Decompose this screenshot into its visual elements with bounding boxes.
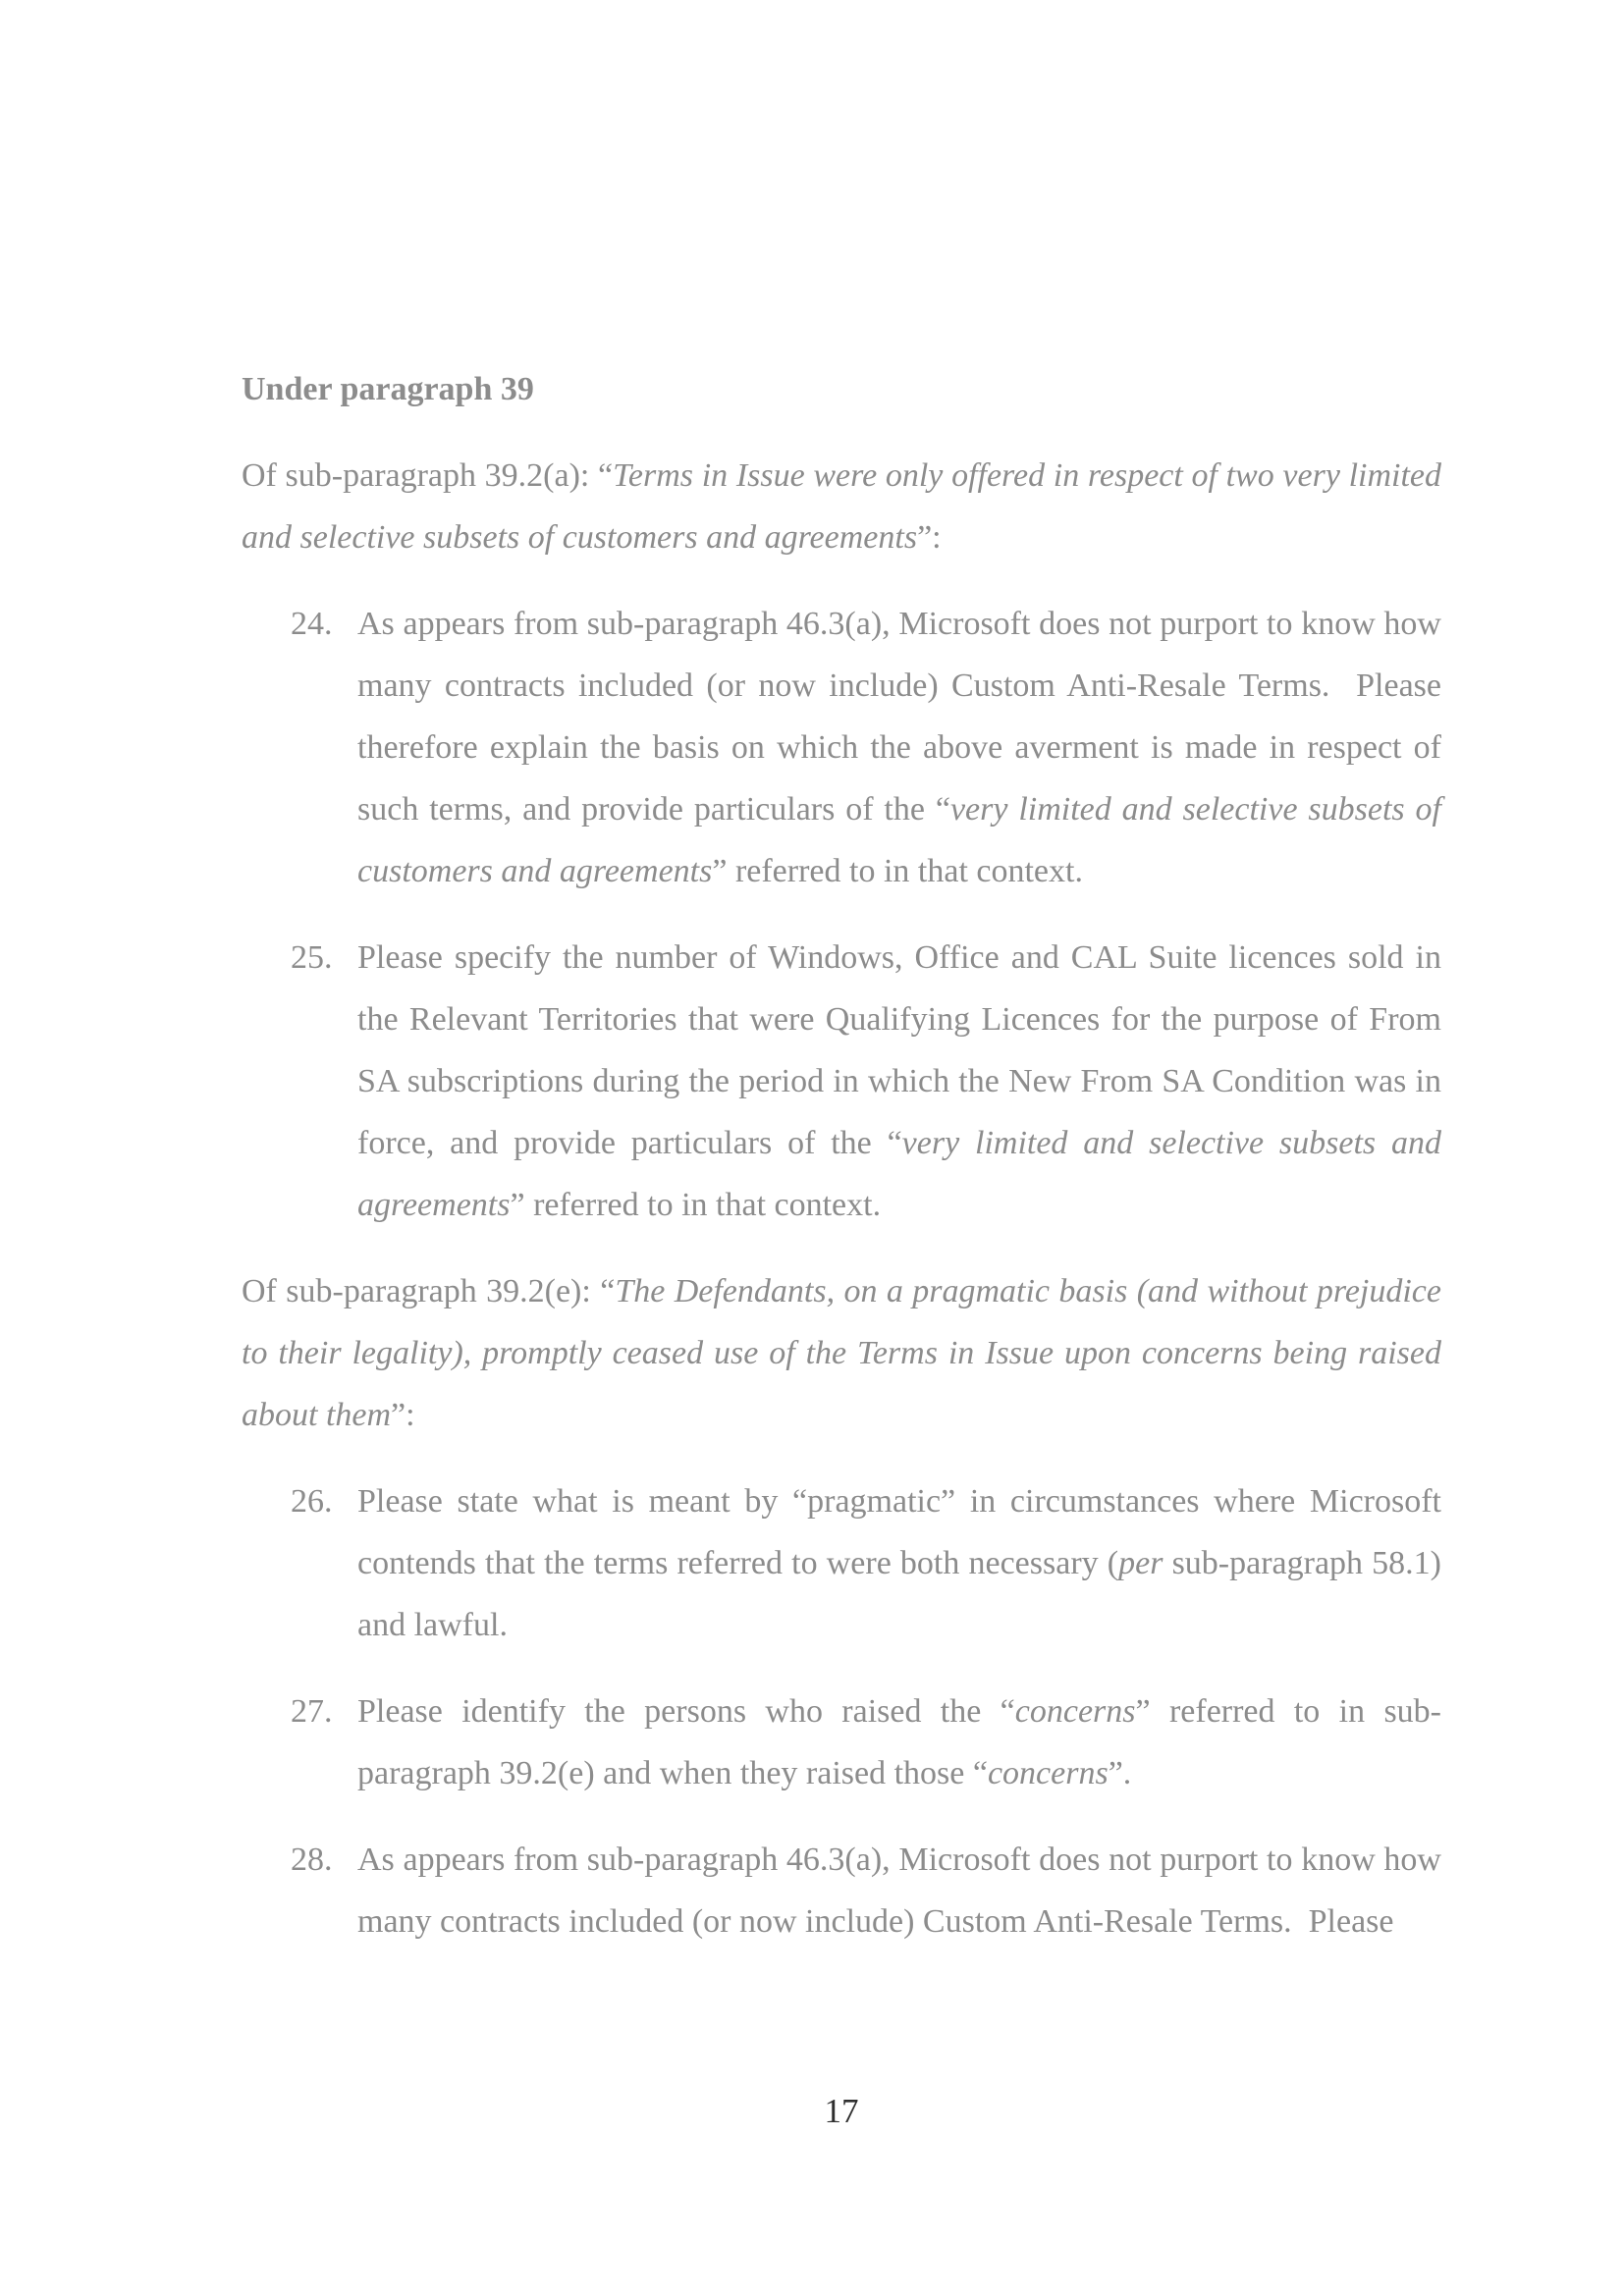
item-27-text: Please identify the persons who raised the “concerns” referred to in sub-paragraph 39.2(e) and when they raised those “concerns”. — [357, 1693, 1441, 1791]
item-26-text: Please state what is meant by “pragmatic” in circumstances where Microsoft contends that the terms referred to were both necessary (per sub-paragraph 58.1) and lawful. — [357, 1483, 1441, 1643]
list-item-25 — [291, 927, 1441, 1236]
list-item-24 — [291, 593, 1441, 902]
list-item-28 — [291, 1829, 1441, 1952]
item-27-number: 27. — [291, 1693, 333, 1730]
section-heading: Under paragraph 39 — [242, 371, 534, 407]
item-25-number: 25. — [291, 939, 333, 976]
page-number: 17 — [824, 2092, 859, 2130]
intro-paragraph-39-2a: Of sub-paragraph 39.2(a): “Terms in Issue were only offered in respect of two very limited and selective subsets of customers and agreements”: — [242, 457, 1442, 556]
item-28-text: As appears from sub-paragraph 46.3(a), Microsoft does not purport to know how many contracts included (or now include) Custom Anti-Resale Terms. Please — [357, 1842, 1441, 1940]
item-24-text: As appears from sub-paragraph 46.3(a), Microsoft does not purport to know how many contracts included (or now include) Custom Anti-Resale Terms. Please therefore explain the basis on which the above averment is made in respect of such terms, and provide particulars of the “very limited and selective subsets of customers and agreements” referred to in that context. — [357, 606, 1441, 889]
item-26-number: 26. — [291, 1483, 333, 1520]
list-item-26 — [291, 1470, 1441, 1656]
item-25-text: Please specify the number of Windows, Office and CAL Suite licences sold in the Relevant Territories that were Qualifying Licences for the purpose of From SA subscriptions during the period in which the New From SA Condition was in force, and provide particulars of the “very limited and selective subsets and agreements” referred to in that context. — [357, 939, 1441, 1223]
document-content — [242, 358, 1441, 1977]
item-24-number: 24. — [291, 606, 333, 642]
item-28-number: 28. — [291, 1842, 333, 1878]
intro-paragraph-39-2e: Of sub-paragraph 39.2(e): “The Defendants, on a pragmatic basis (and without prejudice to their legality), promptly ceased use of the Terms in Issue upon concerns being raised about them”: — [242, 1273, 1441, 1433]
list-item-27 — [291, 1681, 1441, 1804]
